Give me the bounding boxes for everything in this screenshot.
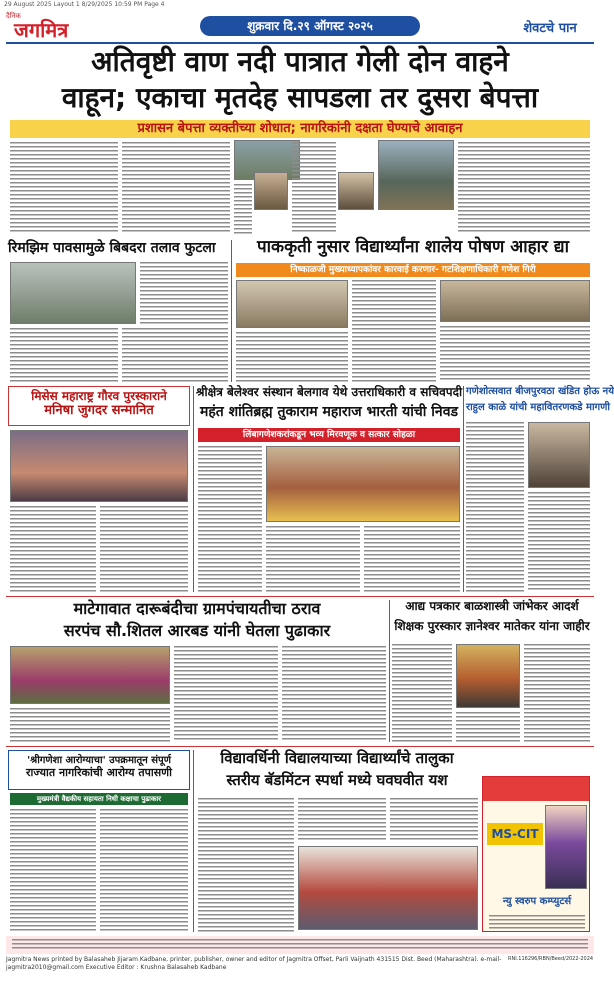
ad-details (489, 915, 585, 929)
liquor-headline-line2: सरपंच सौ.शितल आरबड यांनी घेतला पुढाकार (63, 621, 331, 640)
beleshwar-headline-line1: श्रीक्षेत्र बेलेश्वर संस्थान बेलगाव येथे उत्तराधिकारी व सचिवपदी (196, 385, 463, 399)
kids-meal-photo-2 (440, 280, 590, 322)
column-rule (231, 240, 232, 382)
lake-photo (10, 262, 136, 324)
kids-meal-photo (236, 280, 348, 328)
teacher-body-col3 (456, 712, 520, 742)
lake-body-col1 (140, 262, 228, 324)
teacher-headline-line1: आद्य पत्रकार बाळशास्त्री जांभेकर आदर्श (405, 599, 579, 613)
award-photo (10, 430, 188, 502)
teacher-body-col2 (524, 644, 590, 742)
nutrition-headline: पाककृती नुसार विद्यार्थ्यांना शालेय पोषण आहार द्या (256, 237, 570, 257)
lake-headline: रिमझिम पावसामुळे बिबदरा तलाव फुटला (8, 240, 216, 256)
award-headline-line1: मिसेस महाराष्ट्र गौरव पुरस्काराने (31, 389, 167, 403)
power-headline-line1: गणेशोत्सवात बीजपुरवठा खंडित होऊ नये (466, 386, 614, 397)
lead-body-col3 (234, 184, 252, 234)
village-meeting-photo (10, 646, 170, 704)
lead-headline-line2: वाहून; एकाचा मृतदेह सापडला तर दुसरा बेपत्ता (61, 81, 539, 114)
health-body-col1 (10, 809, 96, 931)
nutrition-body-col1 (352, 280, 436, 382)
nutrition-body-col3 (440, 326, 590, 382)
beleshwar-banner: लिंबागणेशकरांकडून भव्य मिरवणूक व सत्कार सोहळा (198, 428, 460, 442)
footer-strip-text (12, 939, 588, 951)
beleshwar-body-col3 (364, 526, 460, 592)
badminton-body-col2 (298, 798, 386, 842)
badminton-team-photo (298, 846, 478, 930)
badminton-headline-line2: स्तरीय बॅडमिंटन स्पर्धा मध्ये घवघवीत यश (226, 771, 448, 789)
liquor-body-col3 (10, 708, 170, 742)
badminton-headline-line1: विद्यावर्धिनी विद्यालयाच्या विद्यार्थ्यांचे तालुका (220, 749, 454, 767)
liquor-headline-line1: माटेगावात दारूबंदीचा ग्रामपंचायतीचा ठराव (73, 599, 321, 618)
column-rule-2 (193, 386, 194, 592)
award-headline-line2: मनिषा जुगदर सन्मानित (44, 402, 154, 418)
ad-top-band (483, 777, 589, 801)
footer-imprint: Jagmitra News printed by Balasaheb Jijaram Kadbane, printer, publisher, owner and editor of Jagmitra Offset, Parli Vaijnath 431515 Dist. Beed (Maharashtra). e-mail-jagmitra2010@gmail.com Executive Editor : Krushna Balasaheb Kadbane (6, 956, 502, 971)
award-body-col1 (10, 506, 96, 592)
section-rule-2 (6, 746, 594, 747)
liquor-body-col1 (174, 646, 278, 742)
logo-small: दैनिक (6, 12, 21, 20)
badminton-body-col1 (198, 798, 294, 932)
power-headline-line2: राहुल काळे यांची महावितरणकडे मागणी (466, 402, 610, 413)
lead-subhead: प्रशासन बेपत्ता व्यक्तीच्या शोधात; नागरिकांनी दक्षता घेण्याचे आवाहन (10, 120, 590, 138)
health-body-col2 (100, 809, 188, 931)
teacher-photo (456, 644, 520, 708)
lead-body-col4 (292, 142, 336, 234)
page-label: शेवटचे पान (523, 21, 577, 36)
column-rule-4 (389, 600, 390, 742)
lead-body-col1 (10, 142, 118, 234)
badminton-body-col3 (390, 798, 478, 842)
health-box (8, 750, 190, 790)
nutrition-banner: निष्काळजी मुख्याध्यापकांवर कारवाई करणार- गटशिक्षणाधिकारी गणेश गिरी (236, 263, 590, 277)
teacher-headline-line2: शिक्षक पुरस्कार ज्ञानेश्वर मातेकर यांना जाहीर (394, 619, 590, 633)
ad-logo: MS-CIT (487, 823, 543, 845)
footer-strip (6, 936, 594, 954)
topline: 29 August 2025 Layout 1 8/29/2025 10:59 PM Page 4 (4, 1, 165, 8)
health-banner: मुख्यमंत्री वैद्यकीय सहायता निधी कक्षाचा पुढाकार (10, 793, 188, 805)
beleshwar-body-col2 (266, 526, 360, 592)
award-box (8, 386, 190, 426)
portrait-photo-2 (338, 172, 374, 210)
masthead-rule (6, 42, 594, 44)
power-body-col2 (528, 492, 590, 592)
health-headline-line2: राज्यात नागरिकांची आरोग्य तपासणी (26, 765, 172, 779)
column-rule-3 (463, 386, 464, 592)
footer-rni: RNI.116296/RBN/Beed/2022-2024 (508, 956, 594, 962)
mscit-ad (482, 776, 590, 932)
power-portrait-photo (528, 422, 590, 488)
section-rule (6, 596, 594, 597)
beleshwar-body-col1 (198, 446, 262, 592)
lake-body-col3 (122, 328, 228, 382)
portrait-photo-1 (254, 172, 288, 210)
health-headline-line1: 'श्रीगणेशा आरोग्याचा' उपक्रमातून संपूर्ण (27, 755, 171, 766)
logo: जगमित्र (14, 18, 69, 42)
teacher-body-col1 (392, 644, 452, 742)
lead-body-col5 (458, 142, 590, 234)
procession-photo (266, 446, 460, 522)
flood-cars-photo (378, 140, 454, 210)
power-body-col1 (466, 422, 524, 592)
lake-body-col2 (10, 328, 118, 382)
masthead (0, 10, 600, 42)
ad-person-photo (545, 805, 587, 889)
column-rule-5 (193, 750, 194, 932)
date-pill (200, 16, 420, 36)
liquor-body-col2 (282, 646, 386, 742)
award-body-col2 (100, 506, 188, 592)
lead-headline-line1: अतिवृष्टी वाण नदी पात्रात गेली दोन वाहने (91, 45, 509, 78)
beleshwar-headline-line2: महंत शांतिब्रह्म तुकाराम महाराज भारती यांची निवड (200, 404, 458, 420)
ad-name: न्यु स्वरुप कम्प्युटर्स (502, 896, 572, 907)
lead-body-col2 (122, 142, 230, 234)
nutrition-body-col2 (236, 332, 348, 382)
date: शुक्रवार दि.२९ ऑगस्ट २०२५ (247, 19, 373, 33)
